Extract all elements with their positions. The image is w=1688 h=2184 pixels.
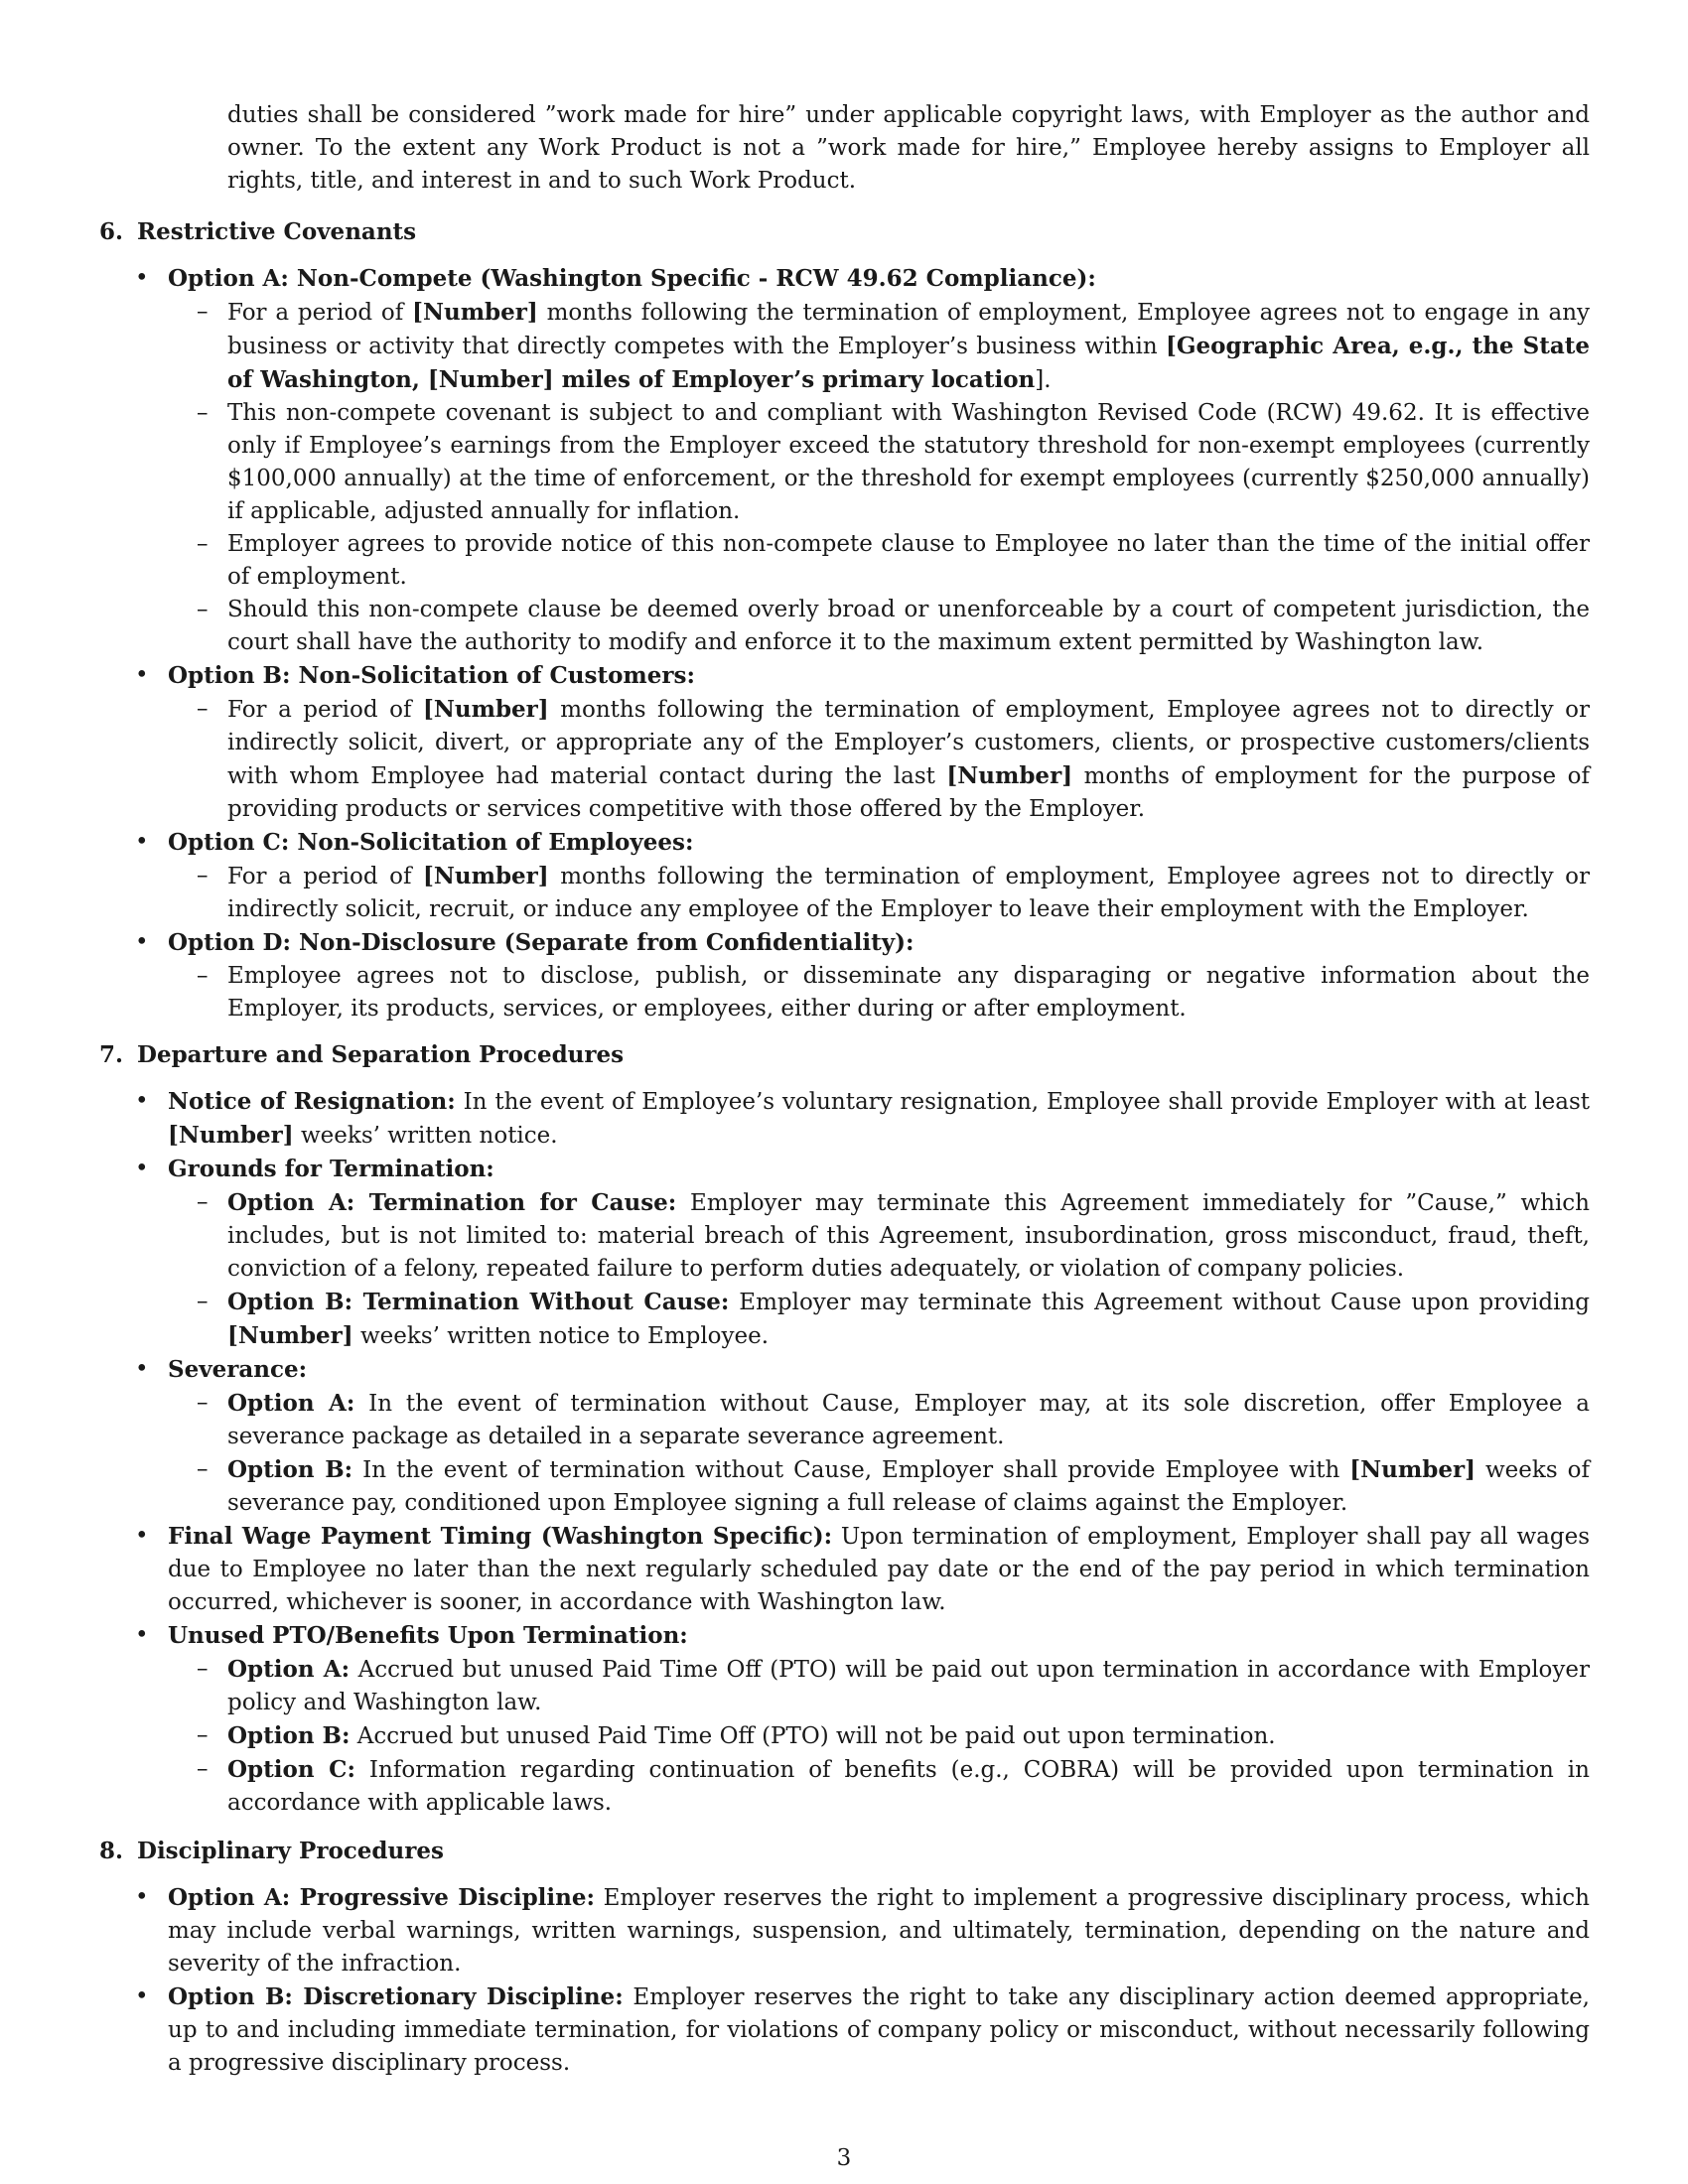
list-item	[0, 1153, 1590, 1353]
section-title: Departure and Separation Procedures	[137, 1041, 625, 1068]
bullet-icon: •	[135, 1156, 149, 1181]
list-item: – For a period of [Number] months following the termination of employment, Employee agrees not to engage in any business or activity that directly competes with the Employer’s business within [Geographic Area, e.g., the State of Washington, [Number] miles of Employer’s primary location].	[168, 296, 1590, 397]
list-item: – Should this non-compete clause be deemed overly broad or unenforceable by a court of competent jurisdiction, the court shall have the authority to modify and enforce it to the maximum extent permitted by Washington law.	[168, 594, 1590, 659]
bullet-icon: •	[135, 929, 149, 955]
section-heading	[99, 215, 1589, 248]
dash-icon: –	[197, 1756, 209, 1782]
dash-icon: –	[197, 531, 209, 557]
list-item	[0, 659, 1590, 826]
option-label: Option D: Non-Disclosure (Separate from Confidentiality):	[168, 929, 914, 956]
list-item: – Option B: Accrued but unused Paid Time Off (PTO) will not be paid out upon termination.	[168, 1719, 1590, 1753]
option-label: Option B: Non-Solicitation of Customers:	[168, 662, 695, 689]
bullet-icon: •	[135, 265, 149, 291]
list-item: • Option B: Discretionary Discipline: Employer reserves the right to take any disciplinary action deemed appropriate, up to and including immediate termination, for violations of company policy or misconduct, without necessarily following a progressive disciplinary process.	[0, 1980, 1590, 2080]
list-item: • Option A: Progressive Discipline: Employer reserves the right to implement a progressive disciplinary process, which may include verbal warnings, written warnings, suspension, and ultimately, termination, depending on the nature and severity of the infraction.	[0, 1881, 1590, 1980]
list-item: – Option A: In the event of termination without Cause, Employer may, at its sole discretion, offer Employee a severance package as detailed in a separate severance agreement.	[168, 1387, 1590, 1453]
bullet-icon: •	[135, 1622, 149, 1648]
option-label: Option C: Non-Solicitation of Employees:	[168, 829, 694, 856]
dash-icon: –	[197, 1289, 209, 1314]
list-item: – Option B: In the event of termination without Cause, Employer shall provide Employee with [Number] weeks of severance pay, conditioned upon Employee signing a full release of claims against the Employer.	[168, 1453, 1590, 1520]
dash-icon: –	[197, 400, 209, 426]
section-title: Disciplinary Procedures	[137, 1838, 444, 1864]
page-number: 3	[836, 2145, 852, 2171]
list-item: – Option C: Information regarding continuation of benefits (e.g., COBRA) will be provided upon termination in accordance with applicable laws.	[168, 1753, 1590, 1820]
list-item	[0, 1619, 1590, 1820]
option-label: Option A: Non-Compete (Washington Specific - RCW 49.62 Compliance):	[168, 265, 1096, 292]
option-label: Grounds for Termination:	[168, 1156, 494, 1182]
dash-icon: –	[197, 963, 209, 989]
list-item	[0, 1353, 1590, 1520]
list-item: – Option B: Termination Without Cause: Employer may terminate this Agreement without Cause upon providing [Number] weeks’ written notice to Employee.	[168, 1286, 1590, 1353]
list-item: – For a period of [Number] months following the termination of employment, Employee agrees not to directly or indirectly solicit, recruit, or induce any employee of the Employer to leave their employment with the Employer.	[168, 860, 1590, 926]
intro-paragraph: duties shall be considered ”work made for hire” under applicable copyright laws, with Employer as the author and owner. To the extent any Work Product is not a ”work made for hire,” Employee hereby assigns to Employer all rights, title, and interest in and to such Work Product.	[227, 102, 1590, 194]
dash-icon: –	[197, 1390, 209, 1416]
dash-icon: –	[197, 863, 209, 888]
list-item: – This non-compete covenant is subject to and compliant with Washington Revised Code (RCW) 49.62. It is effective only if Employee’s earnings from the Employer exceed the statutory threshold for non-exempt employees (currently $100,000 annually) at the time of enforcement, or the threshold for exempt employees (currently $250,000 annually) if applicable, adjusted annually for inflation.	[168, 397, 1590, 528]
dash-icon: –	[197, 597, 209, 622]
list-item	[0, 926, 1590, 1025]
section-number: 6.	[99, 218, 124, 245]
option-label: Unused PTO/Benefits Upon Termination:	[168, 1622, 688, 1649]
list-item: – Option A: Termination for Cause: Employer may terminate this Agreement immediately for ”Cause,” which includes, but is not limited to: material breach of this Agreement, insubordination, gross misconduct, fraud, theft, conviction of a felony, repeated failure to perform duties adequately, or violation of company policies.	[168, 1186, 1590, 1286]
bullet-icon: •	[135, 1356, 149, 1382]
list-item: – Employer agrees to provide notice of this non-compete clause to Employee no later than the time of the initial offer of employment.	[168, 528, 1590, 594]
bullet-icon: •	[135, 829, 149, 855]
list-item: • Notice of Resignation: In the event of Employee’s voluntary resignation, Employee shall provide Employer with at least [Number] weeks’ written notice.	[0, 1085, 1590, 1153]
bullet-icon: •	[135, 1523, 149, 1549]
list-item: – Option A: Accrued but unused Paid Time Off (PTO) will be paid out upon termination in accordance with Employer policy and Washington law.	[168, 1653, 1590, 1719]
section-number: 7.	[99, 1041, 124, 1068]
section-restrictive-covenants	[0, 215, 1688, 1025]
dash-icon: –	[197, 1456, 209, 1482]
section-disciplinary-procedures	[0, 1835, 1688, 2080]
section-heading	[99, 1835, 1589, 1867]
section-title: Restrictive Covenants	[137, 218, 417, 245]
bullet-icon: •	[135, 1983, 149, 2009]
bullet-icon: •	[135, 662, 149, 688]
section-heading	[99, 1038, 1589, 1071]
bullet-icon: •	[135, 1884, 149, 1910]
list-item	[0, 262, 1590, 659]
list-item: • Final Wage Payment Timing (Washington Specific): Upon termination of employment, Employer shall pay all wages due to Employee no later than the next regularly scheduled pay date or the end of the pay period in which termination occurred, whichever is sooner, in accordance with Washington law.	[0, 1520, 1590, 1619]
option-label: Severance:	[168, 1356, 308, 1383]
section-number: 8.	[99, 1838, 124, 1864]
dash-icon: –	[197, 1189, 209, 1215]
section-departure-separation	[0, 1038, 1688, 1820]
bullet-icon: •	[135, 1088, 149, 1114]
dash-icon: –	[197, 1722, 209, 1748]
list-item	[0, 826, 1590, 926]
list-item: – For a period of [Number] months following the termination of employment, Employee agrees not to directly or indirectly solicit, divert, or appropriate any of the Employer’s customers, clients, or prospective customers/clients with whom Employee had material contact during the last [Number] months of employment for the purpose of providing products or services competitive with those offered by the Employer.	[168, 693, 1590, 826]
dash-icon: –	[197, 696, 209, 722]
dash-icon: –	[197, 1656, 209, 1682]
list-item: – Employee agrees not to disclose, publish, or disseminate any disparaging or negative information about the Employer, its products, services, or employees, either during or after employment.	[168, 960, 1590, 1025]
dash-icon: –	[197, 299, 209, 325]
